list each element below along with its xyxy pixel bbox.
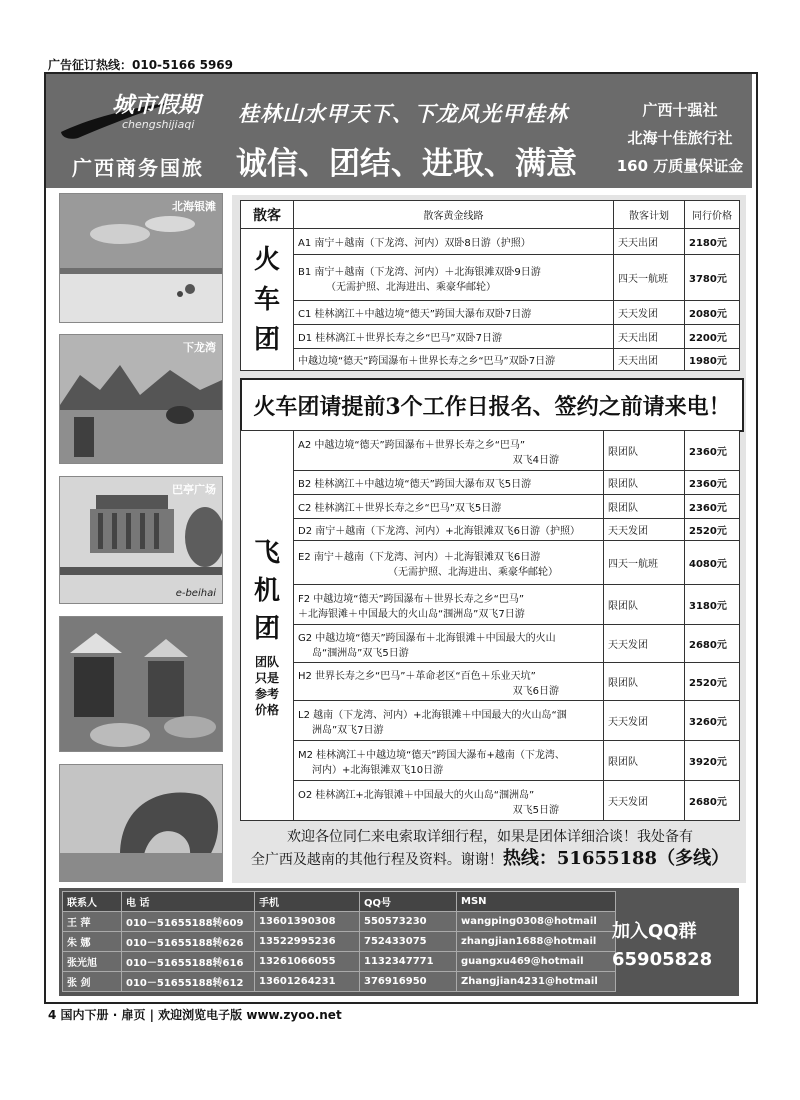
plan-cell: 限团队 xyxy=(604,663,685,701)
route-cell xyxy=(294,741,604,781)
route-text: B1 南宁＋越南（下龙湾、河内）＋北海银滩双卧9日游 xyxy=(298,266,541,278)
plane-label-char: 团 xyxy=(253,613,280,644)
plan-cell: 天天出团 xyxy=(614,349,685,371)
route-cell xyxy=(294,541,604,585)
welcome-message xyxy=(240,826,740,871)
contact-msn: wangping0308@hotmail xyxy=(457,912,616,932)
route-text: O2 桂林漓江+北海银滩＋中国最大的火山岛“涠洲岛” xyxy=(298,789,535,801)
contact-table xyxy=(62,891,616,992)
plan-cell: 天天出团 xyxy=(614,229,685,255)
contact-name: 张 剑 xyxy=(63,972,122,992)
contact-phone: 010－51655188转612 xyxy=(122,972,255,992)
price-cell: 2080元 xyxy=(685,301,740,325)
route-text: A2 中越边境“德天”跨国瀑布＋世界长寿之乡“巴马” xyxy=(298,439,526,451)
contact-qq: 376916950 xyxy=(360,972,457,992)
route-text: E2 南宁＋越南（下龙湾、河内）＋北海银滩双飞6日游 xyxy=(298,551,541,563)
plan-cell: 天天出团 xyxy=(614,325,685,349)
train-label-char: 火 xyxy=(253,244,280,275)
price-cell: 2520元 xyxy=(685,519,740,541)
contact-header: 电 话 xyxy=(122,892,255,912)
price-cell: 4080元 xyxy=(685,541,740,585)
route-cell xyxy=(294,229,614,255)
contact-qq: 550573230 xyxy=(360,912,457,932)
plane-note: 只是 xyxy=(254,670,279,685)
contact-mobile: 13601264231 xyxy=(255,972,360,992)
contact-msn: guangxu469@hotmail xyxy=(457,952,616,972)
contact-msn: zhangjian1688@hotmail xyxy=(457,932,616,952)
route-text: A1 南宁＋越南（下龙湾、河内）双卧8日游（护照） xyxy=(298,238,531,249)
contact-phone: 010－51655188转616 xyxy=(122,952,255,972)
column-header-plan: 散客计划 xyxy=(614,201,685,229)
qq-group-number: 65905828 xyxy=(612,949,713,970)
slogan-line-1: 桂林山水甲天下、下龙风光甲桂林 xyxy=(238,102,568,126)
logo-text: 城市假期 xyxy=(112,93,201,118)
plan-cell: 限团队 xyxy=(604,495,685,519)
route-text: H2 世界长寿之乡“巴马”＋革命老区“百色＋乐业天坑” xyxy=(298,670,536,682)
contact-header: 联系人 xyxy=(63,892,122,912)
agency-line: 广西十强社 xyxy=(642,101,718,119)
contact-name: 朱 娜 xyxy=(63,932,122,952)
price-cell: 1980元 xyxy=(685,349,740,371)
photo-beihai-beach xyxy=(59,193,223,323)
welcome-line-2: 全广西及越南的其他行程及资料。谢谢！ xyxy=(250,852,503,868)
train-label-char: 车 xyxy=(253,284,280,315)
plane-note: 价格 xyxy=(254,702,279,717)
route-cell: D2 南宁＋越南（下龙湾、河内）+北海银滩双飞6日游（护照） xyxy=(294,519,604,541)
qq-group-info xyxy=(612,918,712,974)
price-cell: 2360元 xyxy=(685,471,740,495)
column-header-route: 散客黄金线路 xyxy=(294,201,614,229)
plan-cell: 天天发团 xyxy=(604,781,685,821)
route-text-2: 岛“涠洲岛”双飞5日游 xyxy=(312,647,409,659)
plan-cell: 限团队 xyxy=(604,741,685,781)
photo-caption: 北海银滩 xyxy=(172,200,216,213)
plan-cell: 限团队 xyxy=(604,471,685,495)
price-cell: 2180元 xyxy=(685,229,740,255)
route-cell: C2 桂林漓江＋世界长寿之乡“巴马”双飞5日游 xyxy=(294,495,604,519)
price-cell: 3920元 xyxy=(685,741,740,781)
agency-line: 160 万质量保证金 xyxy=(616,157,744,175)
plan-cell: 天天发团 xyxy=(604,625,685,663)
route-text: L2 越南（下龙湾、河内）+北海银滩＋中国最大的火山岛“涠 xyxy=(298,709,567,721)
contact-name: 王 萍 xyxy=(63,912,122,932)
photo-watermark: e-beihai xyxy=(175,588,216,599)
route-cell: 中越边境“德天”跨国瀑布＋世界长寿之乡“巴马”双卧7日游 xyxy=(294,349,614,371)
plane-note: 团队 xyxy=(254,654,279,669)
qq-group-label: 加入QQ群 xyxy=(612,921,697,942)
contact-header: MSN xyxy=(457,892,616,912)
price-cell: 2680元 xyxy=(685,625,740,663)
route-cell: B2 桂林漓江＋中越边境“德天”跨国大瀑布双飞5日游 xyxy=(294,471,604,495)
plan-cell: 四天一航班 xyxy=(614,255,685,301)
contact-qq: 752433075 xyxy=(360,932,457,952)
ad-hotline: 广告征订热线：010-5166 5969 xyxy=(48,58,234,72)
route-cell: C1 桂林漓江＋中越边境“德天”跨国大瀑布双卧7日游 xyxy=(294,301,614,325)
price-cell: 2200元 xyxy=(685,325,740,349)
route-text-2: 双飞5日游 xyxy=(512,804,559,816)
hotline-number: 热线：51655188（多线） xyxy=(502,848,730,869)
plan-cell: 天天发团 xyxy=(614,301,685,325)
plane-section-label xyxy=(241,431,294,821)
slogan-line-2: 诚信、团结、进取、满意 xyxy=(236,146,577,182)
route-text-2: ＋北海银滩＋中国最大的火山岛“涠洲岛”双飞7日游 xyxy=(298,608,525,620)
contact-qq: 1132347771 xyxy=(360,952,457,972)
price-cell: 2520元 xyxy=(685,663,740,701)
logo-subtitle: chengshijiaqi xyxy=(122,118,195,131)
price-cell: 3780元 xyxy=(685,255,740,301)
contact-msn: Zhangjian4231@hotmail xyxy=(457,972,616,992)
route-cell xyxy=(294,585,604,625)
contact-header: QQ号 xyxy=(360,892,457,912)
contact-phone: 010－51655188转626 xyxy=(122,932,255,952)
agency-credentials xyxy=(610,96,750,180)
route-text-2: 双飞4日游 xyxy=(512,454,559,466)
plan-cell: 限团队 xyxy=(604,585,685,625)
welcome-line-1: 欢迎各位同仁来电索取详细行程，如果是团体详细洽谈！我处备有 xyxy=(287,829,693,845)
plane-note: 参考 xyxy=(254,686,279,701)
photo-elephant-trunk-hill xyxy=(59,764,223,882)
train-booking-notice: 火车团请提前3个工作日报名、签约之前请来电！ xyxy=(240,378,744,432)
company-name: 广西商务国旅 xyxy=(72,156,204,180)
train-corner-label: 散客 xyxy=(241,201,294,229)
plan-cell: 四天一航班 xyxy=(604,541,685,585)
route-text-2: （无需护照、北海进出、乘豪华邮轮） xyxy=(326,281,496,293)
contact-mobile: 13601390308 xyxy=(255,912,360,932)
route-text: G2 中越边境“德天”跨国瀑布＋北海银滩＋中国最大的火山 xyxy=(298,632,556,644)
contact-phone: 010－51655188转609 xyxy=(122,912,255,932)
price-cell: 2680元 xyxy=(685,781,740,821)
contact-name: 张光旭 xyxy=(63,952,122,972)
photo-market-vendors xyxy=(59,616,223,752)
contact-mobile: 13522995236 xyxy=(255,932,360,952)
price-cell: 3260元 xyxy=(685,701,740,741)
agency-line: 北海十佳旅行社 xyxy=(627,129,733,147)
route-text-2: （无需护照、北海进出、乘豪华邮轮） xyxy=(388,566,558,578)
route-cell xyxy=(294,781,604,821)
train-label-char: 团 xyxy=(253,324,280,355)
route-text-2: 洲岛”双飞7日游 xyxy=(312,724,384,736)
price-cell: 2360元 xyxy=(685,431,740,471)
plane-label-char: 机 xyxy=(253,575,280,606)
plan-cell: 天天发团 xyxy=(604,701,685,741)
price-cell: 3180元 xyxy=(685,585,740,625)
route-text-2: 河内）+北海银滩双飞10日游 xyxy=(312,764,444,776)
route-cell xyxy=(294,663,604,701)
train-section-label xyxy=(241,229,294,371)
contact-mobile: 13261066055 xyxy=(255,952,360,972)
photo-caption: 巴亭广场 xyxy=(172,483,216,496)
route-cell: D1 桂林漓江＋世界长寿之乡“巴马”双卧7日游 xyxy=(294,325,614,349)
route-text: M2 桂林漓江＋中越边境“德天”跨国大瀑布+越南（下龙湾、 xyxy=(298,749,565,761)
plan-cell: 天天发团 xyxy=(604,519,685,541)
plane-label-char: 飞 xyxy=(253,537,280,568)
price-cell: 2360元 xyxy=(685,495,740,519)
contact-header: 手机 xyxy=(255,892,360,912)
route-cell xyxy=(294,701,604,741)
page-footer: 4 国内下册 · 扉页 | 欢迎浏览电子版 www.zyoo.net xyxy=(48,1008,342,1022)
plan-cell: 限团队 xyxy=(604,431,685,471)
train-route-table xyxy=(240,200,740,371)
route-cell xyxy=(294,431,604,471)
column-header-price: 同行价格 xyxy=(685,201,740,229)
photo-ba-dinh-square xyxy=(59,476,223,604)
plane-route-table xyxy=(240,430,740,821)
route-cell xyxy=(294,255,614,301)
photo-halong-bay xyxy=(59,334,223,464)
route-cell xyxy=(294,625,604,663)
route-text-2: 双飞6日游 xyxy=(512,685,559,697)
route-text: F2 中越边境“德天”跨国瀑布＋世界长寿之乡“巴马” xyxy=(298,593,525,605)
photo-caption: 下龙湾 xyxy=(183,341,216,354)
